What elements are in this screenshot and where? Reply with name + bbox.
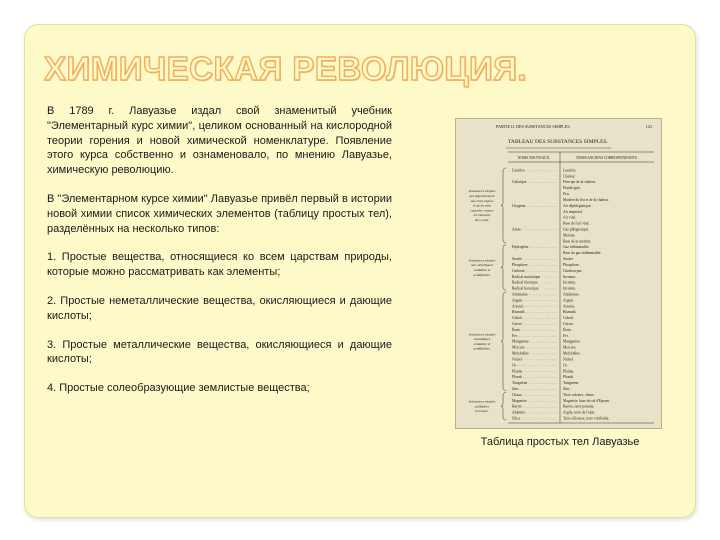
table-row-new-name: Radical fluorique [512, 280, 538, 285]
table-row-old-name: Tungstène. [563, 381, 580, 386]
table-group-label: qui appartiennent [469, 193, 495, 198]
table-row-new-name: Alumine [512, 410, 525, 415]
table-row-old-name: Argile, terre de l'alun. [563, 410, 596, 415]
table-row-old-name: Or. [563, 363, 568, 368]
table-row-new-name: Cuivre [512, 322, 523, 327]
table-row-old-name: Fluide igné. [563, 186, 581, 191]
table-row-new-name: Fer [512, 333, 517, 338]
table-row-old-name: Magnésie, base du sel d'Epsom. [563, 398, 610, 403]
table-row-old-name: Air déphlogistiqué. [563, 203, 592, 208]
table-group-label: des corps. [474, 217, 490, 222]
table-row-new-name: Manganèse [512, 339, 529, 344]
table-group-label: oxidables et [473, 341, 491, 346]
table-row-new-name: Molybdène [512, 351, 529, 356]
table-row-old-name: Air empiréal. [563, 209, 583, 214]
table-row-new-name: Nickel [512, 357, 522, 362]
table-row-old-name: Lumière. [563, 168, 577, 173]
table-page-number: 123 [645, 124, 652, 129]
table-group-label: Substances simples [468, 332, 496, 337]
table-row-new-name: Plomb [512, 375, 522, 380]
table-row-old-name: Feu. [563, 192, 570, 197]
table-group-label: Substances simples [468, 189, 496, 194]
table-row-old-name: Fer. [563, 333, 569, 338]
table-row-new-name: Soufre [512, 257, 522, 262]
table-group-label: Substances simples [468, 258, 496, 263]
table-row-new-name: Oxygène [512, 203, 526, 208]
table-group-label: regarder comme [470, 208, 494, 213]
table-group-label: salifiables [474, 404, 490, 409]
table-group-brace [501, 245, 506, 290]
slide-title: ХИМИЧЕСКАЯ РЕВОЛЮЦИЯ. [44, 50, 528, 87]
table-row-old-name: Cobolt. [563, 316, 574, 321]
table-row-old-name: Gaz phlogistiqué. [563, 227, 590, 232]
table-row-new-name: Platine [512, 369, 523, 374]
table-row-new-name: Radical boracique [512, 286, 539, 291]
table-row-old-name: Terre calcaire, chaux. [563, 392, 595, 397]
table-row-old-name: Base de la mofette. [563, 239, 592, 244]
table-row-old-name: Cuivre. [563, 322, 574, 327]
table-row-old-name: Chaleur. [563, 174, 576, 179]
table-group-label: non métalliques [470, 263, 494, 268]
table-row-old-name: Platine. [563, 369, 575, 374]
table-row-old-name: Charbon pur. [563, 268, 583, 273]
table-row-old-name: Molybdène. [563, 351, 581, 356]
table-row-old-name: Mercure. [563, 345, 577, 350]
table-group-label: oxidables et [473, 268, 491, 273]
table-row-old-name: Nickel. [563, 357, 574, 362]
table-group-brace [501, 292, 506, 390]
table-header-line: PARTIE II. DES SUBSTANCES SIMPLES. [496, 124, 571, 129]
table-group-label: et qu'on peut [472, 203, 492, 208]
table-title: TABLEAU DES SUBSTANCES SIMPLES. [507, 139, 609, 145]
paragraph-elements-list: В "Элементарном курсе химии" Лавуазье привёл первый в истории новой химии список химических элементов (таблицу простых тел), разделённых на несколько типов: [47, 192, 392, 235]
table-row-old-name: Arsenic. [563, 304, 576, 309]
table-group-label: terreuses. [475, 409, 489, 414]
slide-body-text [47, 104, 392, 410]
paragraph-type-4: 4. Простые солеобразующие землистые вещества; [47, 382, 310, 395]
table-group-label: métalliques [473, 337, 491, 342]
table-row-new-name: Chaux [512, 392, 522, 397]
table-row-new-name: Arsenic [512, 304, 524, 309]
table-row-new-name: Lumière [512, 168, 525, 173]
lavoisier-table-scan [456, 119, 661, 428]
table-col-new-header: NOMS NOUVEAUX. [517, 156, 551, 160]
table-row-new-name: Phosphore [512, 262, 528, 267]
table-row-new-name: Mercure [512, 345, 525, 350]
table-row-old-name: Étain. [563, 327, 572, 332]
table-row-new-name: Radical muriatique [512, 274, 541, 279]
table-row-new-name: Hydrogène [512, 245, 529, 250]
table-row-old-name: Principe de la chaleur. [563, 180, 596, 185]
table-row-new-name: Antimoine [512, 292, 528, 297]
table-col-old-header: NOMS ANCIENS CORRESPONDANTS. [576, 156, 638, 160]
table-row-old-name: Matière du feu et de la chaleur. [563, 197, 609, 202]
table-group-brace [501, 392, 506, 420]
paragraph-type-1: 1. Простые вещества, относящиеся ко всем царствам природы, которые можно рассматривать как элементы; [47, 251, 392, 279]
table-row-old-name: Soufre. [563, 257, 574, 262]
table-row-new-name: Bismuth [512, 310, 525, 315]
table-row-new-name: Magnésie [512, 398, 527, 403]
table-row-old-name: Barote, terre pesante. [563, 404, 595, 409]
table-group-label: les éléments [473, 213, 491, 218]
paragraph-type-2: 2. Простые неметаллические вещества, окисляющиеся и дающие кислоты; [47, 294, 392, 322]
table-row-old-name: Terre siliceuse, terre vitrifiable. [563, 416, 610, 421]
table-group-label: aux trois règnes [470, 198, 494, 203]
table-row-old-name: Inconnu. [563, 280, 577, 285]
table-group-label: acidifiables. [473, 346, 491, 351]
table-group-brace [501, 168, 506, 243]
table-row-old-name: Zinc. [563, 386, 571, 391]
table-row-old-name: Gaz inflammable. [563, 245, 590, 250]
table-row-new-name: Silice [512, 416, 521, 421]
table-row-new-name: Calorique [512, 180, 527, 185]
paragraph-intro: В 1789 г. Лавуазье издал свой знаменитый учебник "Элементарный курс химии", целиком основанный на кислородной теории горения и новой химической номенклатуре. Появление этого курса собственно и ознаменовало, по мнению Лавуазье, химическую революцию. [47, 105, 392, 177]
table-row-old-name: Phosphore. [563, 262, 580, 267]
table-row-old-name: Base du gaz inflammable. [563, 251, 602, 256]
lavoisier-table-image [455, 118, 662, 429]
table-row-new-name: Azote [512, 227, 521, 232]
table-row-old-name: Inconnu. [563, 274, 577, 279]
table-row-old-name: Antimoine. [563, 292, 580, 297]
table-row-old-name: Mofette. [563, 233, 576, 238]
table-row-new-name: Baryte [512, 404, 522, 409]
table-row-old-name: Base de l'air vital. [563, 221, 590, 226]
table-row-old-name: Air vital. [563, 215, 577, 220]
table-row-old-name: Plomb. [563, 375, 574, 380]
table-group-label: acidifiables. [473, 272, 491, 277]
paragraph-type-3: 3. Простые металлические вещества, окисляющиеся и дающие кислоты; [47, 338, 392, 366]
figure-caption: Таблица простых тел Лавуазье [480, 436, 640, 448]
table-group-label: Substances simples [468, 399, 496, 404]
table-row-old-name: Inconnu. [563, 286, 577, 291]
table-row-new-name: Or [512, 363, 516, 368]
table-row-new-name: Étain [512, 327, 520, 332]
table-row-new-name: Zinc [512, 386, 519, 391]
table-row-new-name: Carbone [512, 268, 525, 273]
table-row-new-name: Argent [512, 298, 523, 303]
table-row-old-name: Argent. [563, 298, 575, 303]
table-row-new-name: Cobalt [512, 316, 522, 321]
table-row-old-name: Manganèse. [563, 339, 581, 344]
table-row-old-name: Bismuth. [563, 310, 577, 315]
table-row-new-name: Tungstène [512, 381, 528, 386]
